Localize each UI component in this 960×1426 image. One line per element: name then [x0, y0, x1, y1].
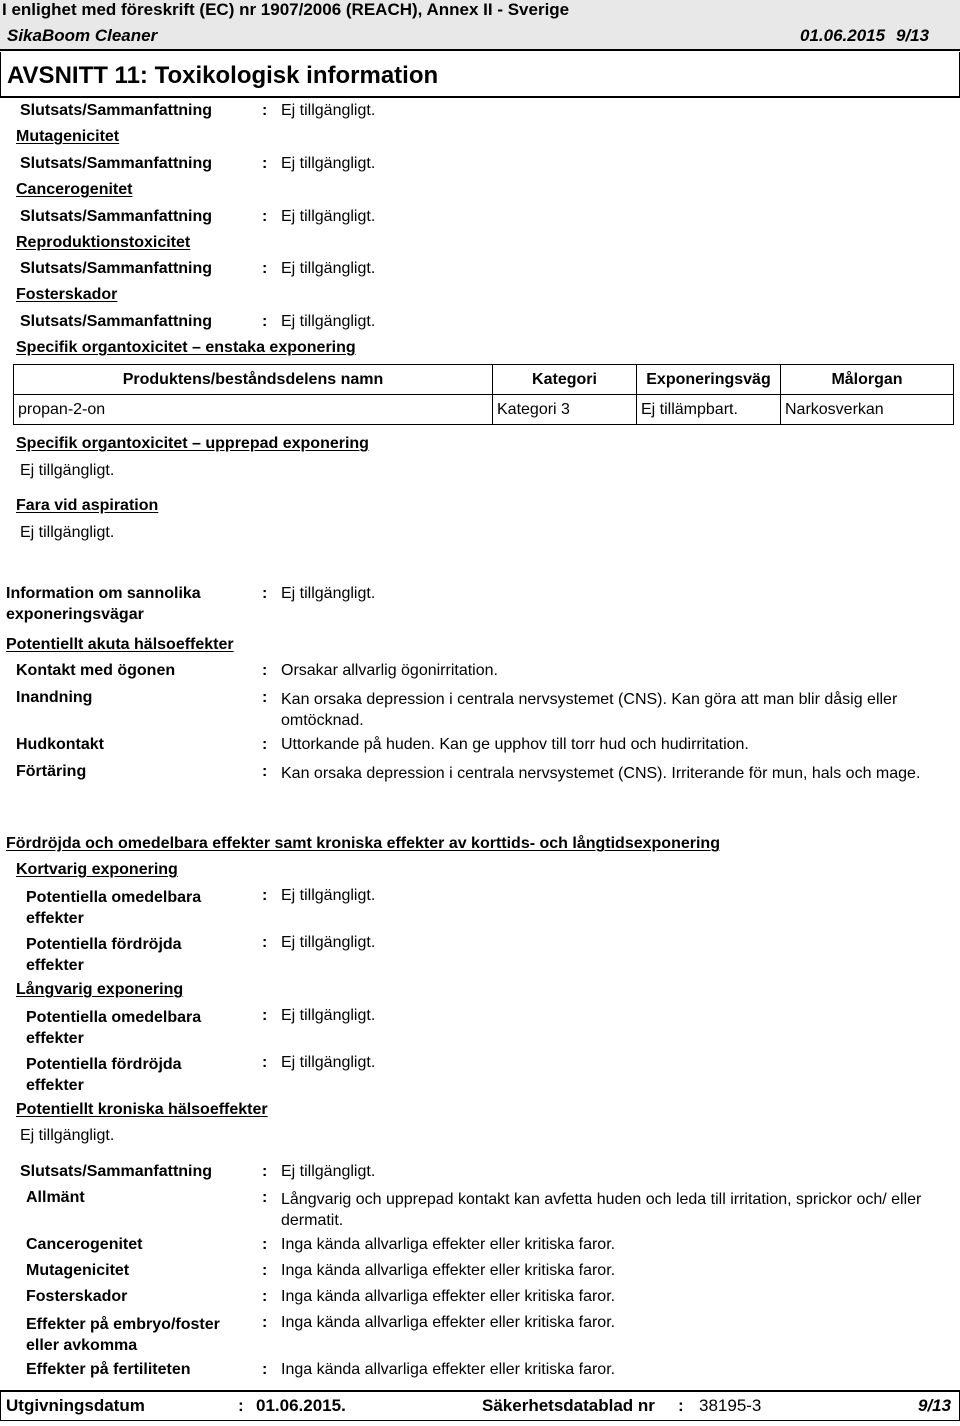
colon: :	[262, 313, 268, 330]
exposure-routes-label-2: exponeringsvägar	[6, 606, 144, 623]
exposure-routes-value: Ej tillgängligt.	[281, 585, 376, 602]
acute-value-eye: Orsakar allvarlig ögonirritation.	[281, 662, 498, 679]
table-cell: propan-2-on	[14, 395, 493, 425]
summary-value: Ej tillgängligt.	[281, 102, 376, 119]
chronic-value-fertility: Inga kända allvarliga effekter eller kritiska faror.	[281, 1361, 616, 1378]
short-immediate-label: Potentiella omedelbara effekter	[26, 889, 202, 927]
colon: :	[262, 689, 268, 706]
heading-short-term: Kortvarig exponering	[16, 861, 178, 878]
summary-label: Slutsats/Sammanfattning	[20, 208, 213, 225]
regulation-text: I enlighet med föreskrift (EC) nr 1907/2006 (REACH), Annex II - Sverige	[2, 0, 570, 19]
chronic-label-general: Allmänt	[26, 1189, 85, 1206]
summary-value: Ej tillgängligt.	[281, 313, 376, 330]
sds-number-value: 38195-3	[699, 1396, 762, 1415]
colon: :	[262, 1054, 268, 1071]
table-header-cell: Målorgan	[781, 365, 954, 395]
acute-label-ingestion: Förtäring	[16, 763, 87, 780]
chronic-value-mutagenicity: Inga kända allvarliga effekter eller kritiska faror.	[281, 1262, 616, 1279]
colon: :	[262, 585, 268, 602]
summary-label: Slutsats/Sammanfattning	[20, 260, 213, 277]
summary-label: Slutsats/Sammanfattning	[20, 102, 213, 119]
summary-value: Ej tillgängligt.	[281, 1163, 376, 1180]
product-name: SikaBoom Cleaner	[7, 26, 158, 45]
summary-label: Slutsats/Sammanfattning	[20, 155, 213, 172]
heading-stot-single: Specifik organtoxicitet – enstaka exponering	[16, 339, 356, 356]
colon: :	[262, 155, 268, 172]
issue-date-value: 01.06.2015.	[256, 1396, 346, 1415]
heading-stot-repeat: Specifik organtoxicitet – upprepad exponering	[16, 435, 369, 452]
table-cell: Kategori 3	[493, 395, 637, 425]
chronic-label-mutagenicity: Mutagenicitet	[26, 1262, 130, 1279]
issue-date-label: Utgivningsdatum	[6, 1396, 145, 1415]
acute-label-skin: Hudkontakt	[16, 736, 104, 753]
chronic-value-teratogenicity: Inga kända allvarliga effekter eller kritiska faror.	[281, 1288, 616, 1305]
footer-divider	[0, 1390, 960, 1392]
colon: :	[262, 1314, 268, 1331]
table-header-cell: Produktens/beståndsdelens namn	[14, 365, 493, 395]
colon: :	[262, 102, 268, 119]
header-date: 01.06.2015	[800, 26, 886, 45]
chronic-label-fertility: Effekter på fertiliteten	[26, 1361, 191, 1378]
short-delayed-value: Ej tillgängligt.	[281, 934, 376, 951]
short-immediate-value: Ej tillgängligt.	[281, 887, 376, 904]
colon: :	[678, 1396, 684, 1415]
chronic-value-carcinogenicity: Inga kända allvarliga effekter eller kritiska faror.	[281, 1236, 616, 1253]
colon: :	[262, 1262, 268, 1279]
acute-label-inhalation: Inandning	[16, 689, 93, 706]
colon: :	[262, 1236, 268, 1253]
summary-label: Slutsats/Sammanfattning	[20, 1163, 213, 1180]
footer-page: 9/13	[918, 1396, 952, 1415]
summary-value: Ej tillgängligt.	[281, 155, 376, 172]
heading-acute: Potentiellt akuta hälsoeffekter	[6, 636, 234, 653]
summary-value: Ej tillgängligt.	[281, 208, 376, 225]
colon: :	[262, 1163, 268, 1180]
colon: :	[262, 736, 268, 753]
acute-value-skin: Uttorkande på huden. Kan ge upphov till torr hud och hudirritation.	[281, 736, 749, 753]
colon: :	[262, 763, 268, 780]
colon: :	[262, 934, 268, 951]
heading-mutagenicitet: Mutagenicitet	[16, 128, 120, 145]
chronic-label-teratogenicity: Fosterskador	[26, 1288, 128, 1305]
header-page: 9/13	[896, 26, 930, 45]
colon: :	[262, 1189, 268, 1206]
chronic-label-developmental: Effekter på embryo/foster eller avkomma	[26, 1316, 220, 1354]
table-header-cell: Exponeringsväg	[637, 365, 781, 395]
sds-number-label: Säkerhetsdatablad nr	[482, 1396, 655, 1415]
colon: :	[262, 1361, 268, 1378]
acute-label-eye: Kontakt med ögonen	[16, 662, 176, 679]
short-delayed-label: Potentiella fördröjda effekter	[26, 936, 182, 974]
heading-long-term: Långvarig exponering	[16, 981, 184, 998]
table-header-cell: Kategori	[493, 365, 637, 395]
chronic-value-developmental: Inga kända allvarliga effekter eller kritiska faror.	[281, 1314, 616, 1331]
table-cell: Narkosverkan	[781, 395, 954, 425]
colon: :	[262, 1288, 268, 1305]
heading-cancerogenitet: Cancerogenitet	[16, 181, 133, 198]
chronic-label-carcinogenicity: Cancerogenitet	[26, 1236, 143, 1253]
section-title: AVSNITT 11: Toxikologisk information	[7, 62, 439, 89]
colon: :	[262, 662, 268, 679]
acute-value-inhalation: Kan orsaka depression i centrala nervsystemet (CNS). Kan göra att man blir dåsig eller omtöcknad.	[281, 691, 898, 729]
table-cell: Ej tillämpbart.	[637, 395, 781, 425]
heading-delayed: Fördröjda och omedelbara effekter samt kroniska effekter av korttids- och långtidsexponering	[6, 835, 720, 852]
long-delayed-label: Potentiella fördröjda effekter	[26, 1056, 182, 1094]
header-divider	[0, 49, 960, 51]
long-immediate-label: Potentiella omedelbara effekter	[26, 1009, 202, 1047]
colon: :	[262, 1007, 268, 1024]
heading-aspiration: Fara vid aspiration	[16, 497, 159, 514]
target-organ-table	[13, 364, 954, 425]
table-row	[14, 395, 954, 425]
stot-repeat-value: Ej tillgängligt.	[20, 462, 115, 479]
heading-fosterskador: Fosterskador	[16, 286, 118, 303]
colon: :	[262, 260, 268, 277]
exposure-routes-label-1: Information om sannolika	[6, 585, 201, 602]
summary-value: Ej tillgängligt.	[281, 260, 376, 277]
long-delayed-value: Ej tillgängligt.	[281, 1054, 376, 1071]
long-immediate-value: Ej tillgängligt.	[281, 1007, 376, 1024]
heading-reproduktion: Reproduktionstoxicitet	[16, 234, 191, 251]
acute-value-ingestion: Kan orsaka depression i centrala nervsystemet (CNS). Irriterande för mun, hals och mage.	[281, 765, 921, 782]
summary-label: Slutsats/Sammanfattning	[20, 313, 213, 330]
table-header-row	[14, 365, 954, 395]
colon: :	[262, 887, 268, 904]
chronic-value-general: Långvarig och upprepad kontakt kan avfetta huden och leda till irritation, sprickor och/ eller dermatit.	[281, 1191, 922, 1229]
chronic-value: Ej tillgängligt.	[20, 1127, 115, 1144]
colon: :	[238, 1396, 244, 1415]
heading-chronic: Potentiellt kroniska hälsoeffekter	[16, 1101, 268, 1118]
colon: :	[262, 208, 268, 225]
aspiration-value: Ej tillgängligt.	[20, 524, 115, 541]
